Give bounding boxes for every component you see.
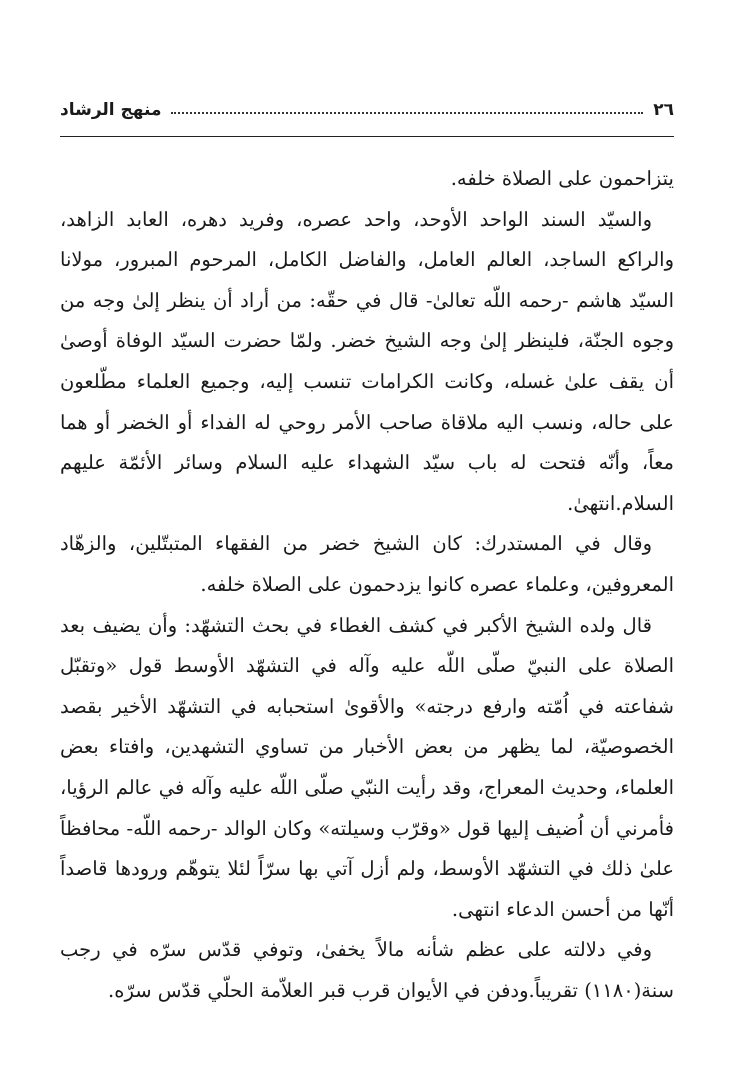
paragraph: والسيّد السند الواحد الأوحد، واحد عصره، وفريد دهره، العابد الزاهد، والراكع الساجد، العالم العامل، والفاضل الكامل، المرحوم المبرور، مولانا السيّد هاشم -رحمه اللّه تعالىٰ- قال في حقّه: من أراد أن ينظر إلىٰ وجه من وجوه الجنّة، فلينظر إلىٰ وجه الشيخ خضر. ولمّا حضرت السيّد الوفاة أوصىٰ أن يقف علىٰ غسله، وكانت الكرامات تنسب إليه، وجميع العلماء مطّلعون على حاله، ونسب اليه ملاقاة صاحب الأمر روحي له الفداء أو الخضر أو هما معاً، وأنّه فتحت له باب سيّد الشهداء عليه السلام وسائر الأئمّة عليهم السلام.انتهىٰ. (60, 207, 674, 515)
page-number: ٢٦ (653, 100, 674, 120)
header-leader-dots (171, 112, 643, 114)
paragraph: وفي دلالته على عظم شأنه مالاً يخفىٰ، وتوفي قدّس سرّه في رجب سنة(١١٨٠) تقريباً.ودفن في الأيوان قرب قبر العلاّمة الحلّي قدّس سرّه. (60, 938, 674, 1002)
book-page (60, 92, 674, 1032)
header-rule (60, 136, 674, 137)
running-header (60, 92, 674, 128)
paragraph-continuation: يتزاحمون على الصلاة خلفه. (450, 167, 674, 190)
running-title: منهج الرشاد (60, 100, 162, 120)
paragraph: قال ولده الشيخ الأكبر في كشف الغطاء في بحث التشهّد: وأن يضيف بعد الصلاة على النبيّ صلّى اللّه عليه وآله في التشهّد الأوسط قول «وتقبّل شفاعته في اُمّته وارفع درجته» والأقوىٰ استحبابه في التشهّد الأخير بقصد الخصوصيّة، لما يظهر من بعض الأخبار من تساوي التشهدين، وافتاء بعض العلماء، وحديث المعراج، وقد رأيت النبّي صلّى اللّه عليه وآله في عالم الرؤيا، فأمرني أن اُضيف إليها قول «وقرّب وسيلته» وكان الوالد -رحمه اللّه- محافظاً علىٰ ذلك في التشهّد الأوسط، ولم أزل آتي بها سرّاً لئلا يتوهّم ورودها قاصداً أنّها من أحسن الدعاء انتهى. (60, 613, 674, 921)
body-text (60, 159, 674, 1011)
paragraph: وقال في المستدرك: كان الشيخ خضر من الفقهاء المتبتّلين، والزهّاد المعروفين، وعلماء عصره كانوا يزدحمون على الصلاة خلفه. (60, 532, 674, 596)
